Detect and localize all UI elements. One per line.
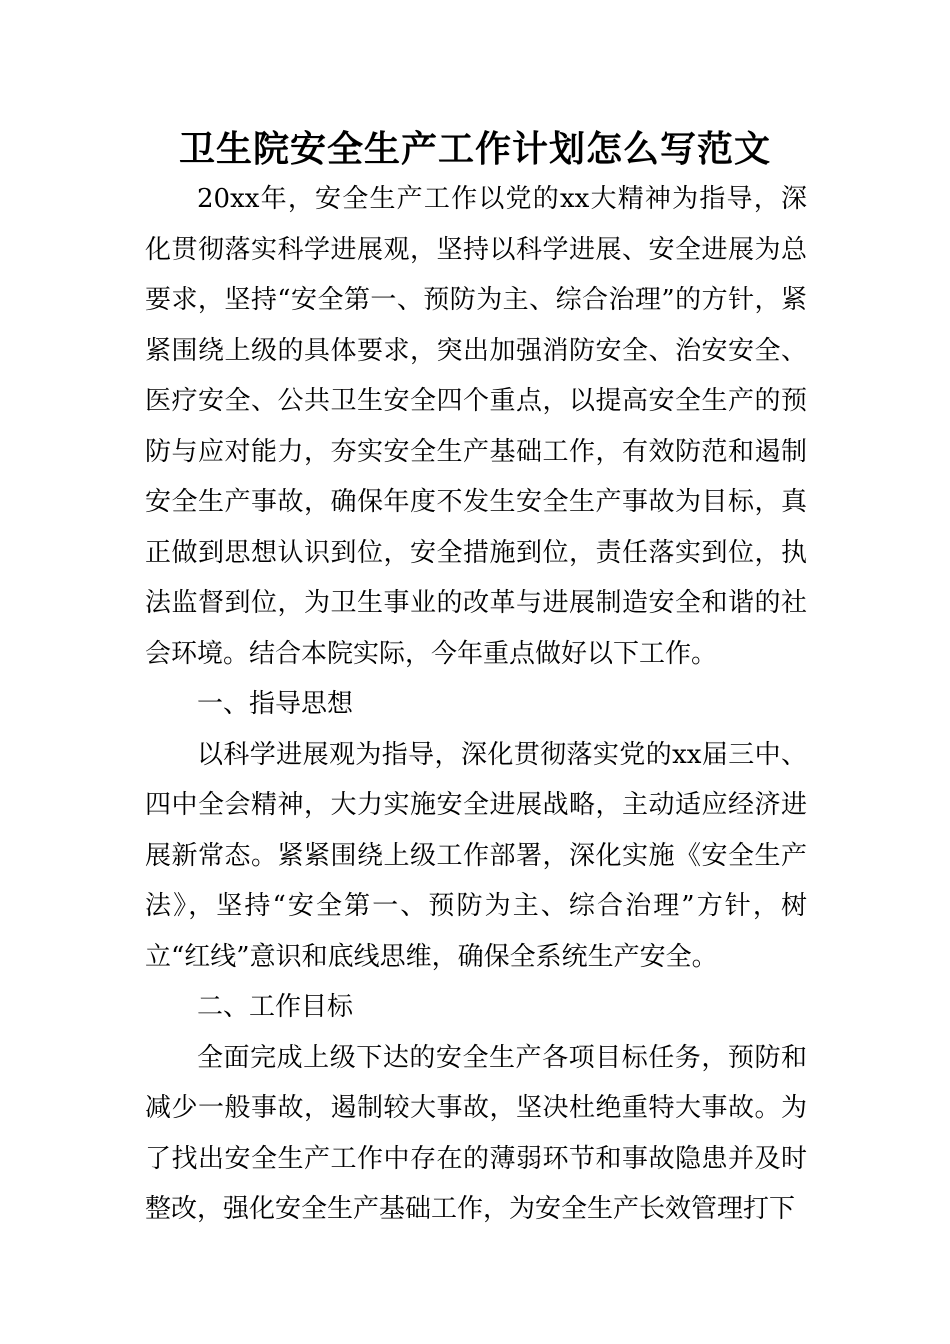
document-title: 卫生院安全生产工作计划怎么写范文 — [178, 129, 771, 170]
guiding-ideology-paragraph: 以科学进展观为指导，深化贯彻落实党的xx届三中、四中全会精神，大力实施安全进展战略，主动适应经济进展新常态。紧紧围绕上级工作部署，深化实施《安全生产法》，坚持“安全第一、预防为主、综合治理”方针，树立“红线”意识和底线思维，确保全系统生产安全。 — [145, 739, 807, 972]
work-goals-paragraph: 全面完成上级下达的安全生产各项目标任务，预防和减少一般事故，遏制较大事故，坚决杜绝重特大事故。为了找出安全生产工作中存在的薄弱环节和事故隐患并及时整改，强化安全生产基础工作，为安全生产长效管理打下 — [145, 1042, 807, 1224]
section-heading-work-goals: 二、工作目标 — [197, 992, 354, 1022]
section-heading-guiding-ideology: 一、指导思想 — [197, 689, 354, 719]
intro-paragraph: 20xx年，安全生产工作以党的xx大精神为指导，深化贯彻落实科学进展观，坚持以科学进展、安全进展为总要求，坚持“安全第一、预防为主、综合治理”的方针，紧紧围绕上级的具体要求，突出加强消防安全、治安安全、医疗安全、公共卫生安全四个重点，以提高安全生产的预防与应对能力，夯实安全生产基础工作，有效防范和遏制安全生产事故，确保年度不发生安全生产事故为目标，真正做到思想认识到位，安全措施到位，责任落实到位，执法监督到位，为卫生事业的改革与进展制造安全和谐的社会环境。结合本院实际，今年重点做好以下工作。 — [145, 184, 807, 669]
document-body — [145, 174, 807, 1235]
